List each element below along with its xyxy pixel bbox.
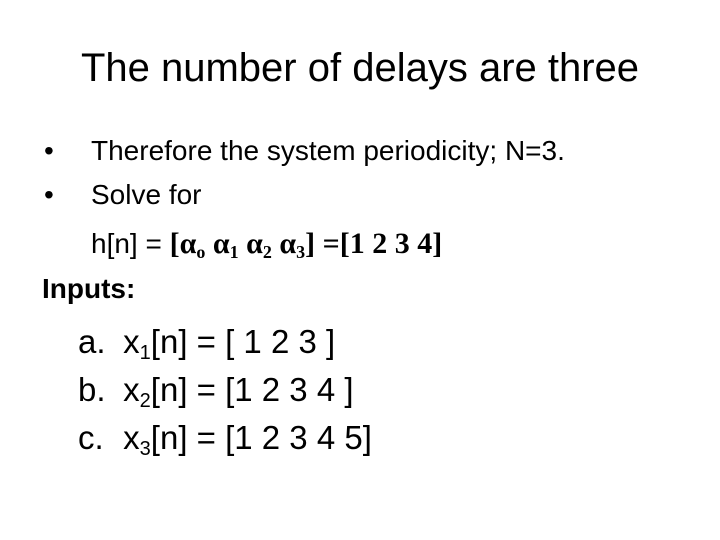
input-sequence: [n] = [1 2 3 4 ] [150,371,354,408]
bullet-periodicity [44,134,565,168]
alpha-symbol: α [212,227,230,260]
alpha-symbol: α [279,227,297,260]
input-variable: x [123,323,140,360]
bullet-marker: • [44,179,54,210]
slide-title: The number of delays are three [80,46,640,90]
bullet-marker: • [44,135,54,166]
input-variable: x [123,419,140,456]
input-item-c [78,418,372,458]
bracket-open: [ [169,227,180,260]
inputs-heading: Inputs: [42,273,136,304]
item-marker: a. [78,323,106,360]
input-variable: x [123,371,140,408]
formula-coefficients [170,227,443,260]
formula-equals: = [315,227,340,260]
formula-values: [1 2 3 4] [339,227,443,260]
input-subscript: 1 [139,342,151,364]
input-sequence: [n] = [1 2 3 4 5] [150,419,372,456]
input-sequence: [n] = [ 1 2 3 ] [150,323,336,360]
alpha-symbol: α [179,227,197,260]
bullet-text: Solve for [91,179,202,210]
alpha-symbol: α [246,227,263,260]
alpha-subscript: 2 [262,242,272,262]
input-subscript: 2 [139,390,151,412]
input-item-b [78,370,354,410]
impulse-response-formula [91,226,442,262]
alpha-subscript: o [196,242,206,262]
bullet-text: Therefore the system periodicity; N=3. [91,135,565,166]
alpha-subscript: 1 [229,242,239,262]
alpha-subscript: 3 [296,242,306,262]
input-subscript: 3 [139,438,151,460]
item-marker: c. [78,419,104,456]
item-marker: b. [78,371,106,408]
input-item-a [78,322,335,362]
bullet-solve-for [44,178,202,212]
formula-prefix: h[n] = [91,228,170,259]
bracket-close: ] [305,227,316,260]
